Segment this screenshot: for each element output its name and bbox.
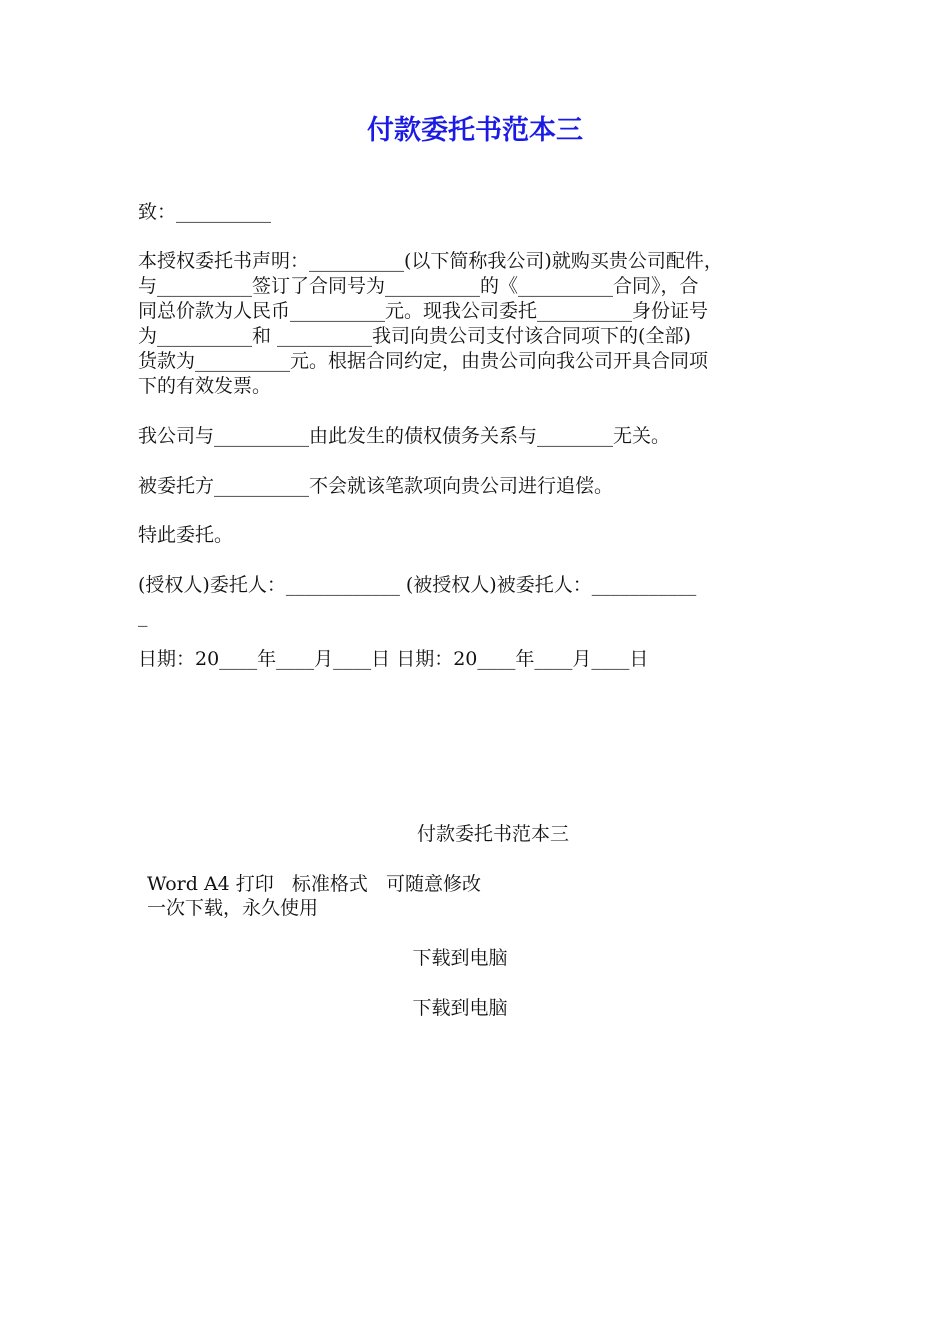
closing-text: 特此委托。 [138,524,234,546]
declaration-line: 货款为__________元。根据合同约定，由贵公司向我公司开具合同项 [138,350,709,372]
signature-line: (授权人)委托人：____________ (被授权人)被委托人：___________ [138,574,697,596]
document-title: 付款委托书范本三 [367,115,583,146]
declaration-line: 为__________和 __________我司向贵公司支付该合同项下的(全部) [138,325,691,347]
footer-heading: 付款委托书范本三 [416,823,569,845]
addressee-line: 致：__________ [138,201,272,223]
signature-line-continuation: _ [138,605,148,627]
declaration-line: 同总价款为人民币__________元。现我公司委托__________身份证号 [138,300,709,322]
declaration-line: 下的有效发票。 [138,375,272,397]
download-link[interactable]: 下载到电脑 [412,947,508,969]
features-text: Word A4 打印 标准格式 可随意修改 [147,873,482,895]
relation-paragraph: 我公司与__________由此发生的债权债务关系与________无关。 [138,425,671,447]
no-claim-paragraph: 被委托方__________不会就该笔款项向贵公司进行追偿。 [138,475,614,497]
download-link[interactable]: 下载到电脑 [412,997,508,1019]
declaration-line: 与__________签订了合同号为__________的《__________合同》，合 [138,275,699,297]
date-line: 日期：20____年____月____日 日期：20____年____月____日 [138,648,649,670]
declaration-line: 本授权委托书声明：__________(以下简称我公司)就购买贵公司配件， [138,250,723,272]
usage-text: 一次下载，永久使用 [147,897,319,919]
